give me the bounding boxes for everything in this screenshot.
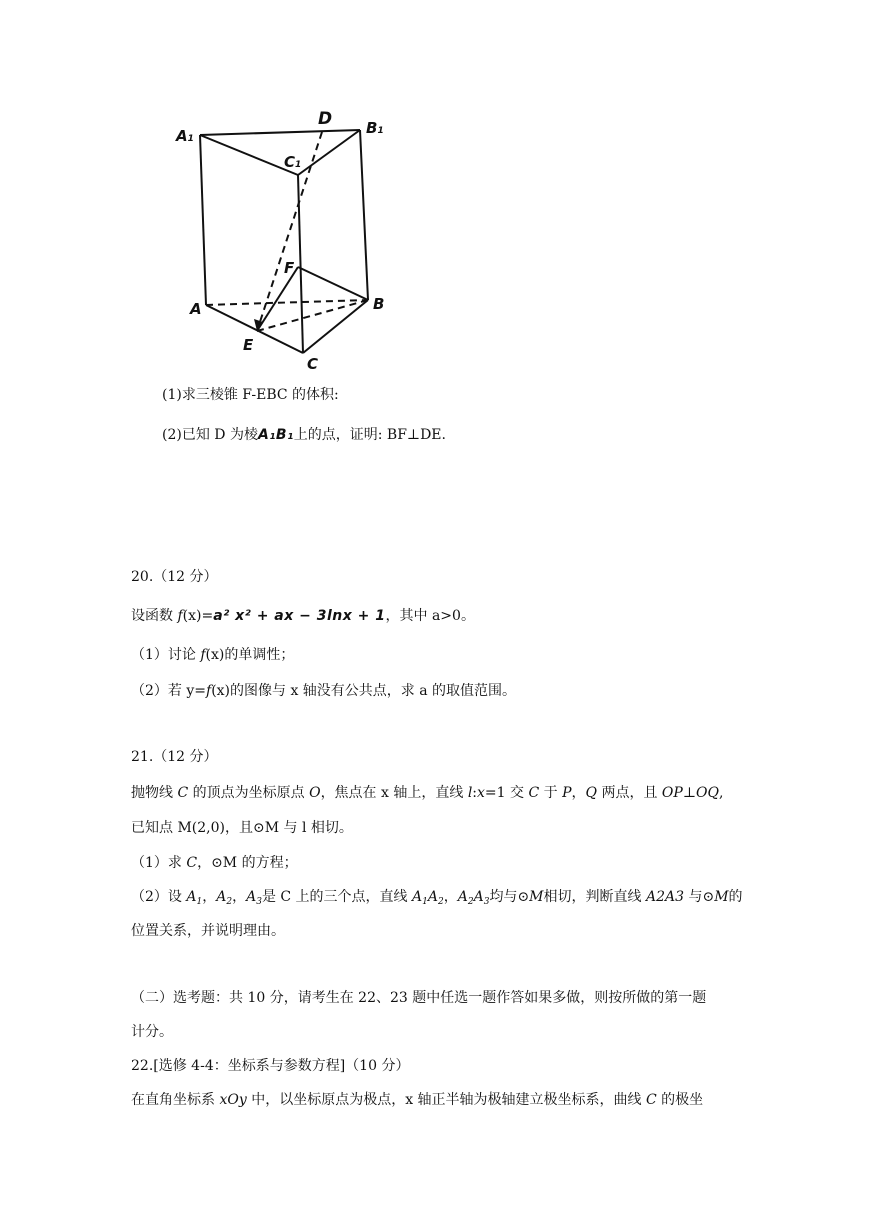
q21-p1-b: ，⊙M 的方程； xyxy=(197,855,298,871)
q21-l1-f: 于 xyxy=(539,785,563,801)
q20-stmt-mid: (x)= xyxy=(182,608,214,624)
q21-p2-A2A3s2: 3 xyxy=(483,897,490,907)
q20-part2-f: f xyxy=(206,683,212,699)
q19-part2-math: A₁B₁ xyxy=(257,427,294,443)
q21-line1 xyxy=(131,783,723,803)
q21-header: 21.（12 分） xyxy=(131,749,218,765)
q21-part2-cont: 位置关系，并说明理由。 xyxy=(131,923,285,939)
q21-p1-a: （1）求 xyxy=(131,855,187,871)
q21-line2: 已知点 M(2,0)，且⊙M 与 l 相切。 xyxy=(131,820,353,836)
q22-header: 22.[选修 4-4：坐标系与参数方程]（10 分） xyxy=(131,1058,410,1074)
label-c: C xyxy=(307,355,319,373)
edge-b1c1 xyxy=(298,130,360,175)
q21-p2-i: 的 xyxy=(728,889,743,905)
q20-part1 xyxy=(131,645,294,665)
q20-formula: a² x² + ax − 3lnx + 1 xyxy=(213,608,386,624)
q21-l1-h: 两点，且 xyxy=(597,785,662,801)
edge-ac xyxy=(206,305,303,353)
q20-part2 xyxy=(131,681,516,701)
prism-diagram xyxy=(170,105,410,375)
q21-p2-A3: A xyxy=(246,889,257,905)
q21-l1-Q: Q xyxy=(585,785,597,801)
q21-p2-c: ， xyxy=(232,889,247,905)
q20-part1-a: （1）讨论 xyxy=(131,647,201,663)
q21-p2-A1A2: A xyxy=(412,889,423,905)
q21-p2-OM2: ⊙M xyxy=(702,889,729,905)
q20-statement xyxy=(131,606,475,626)
q21-l1-j: , xyxy=(718,785,724,801)
label-f: F xyxy=(284,259,295,277)
section2-line2: 计分。 xyxy=(131,1024,173,1040)
q21-p2-h: 与 xyxy=(684,889,703,905)
q21-l1-i: ⊥ xyxy=(682,785,696,801)
edge-cb xyxy=(303,300,368,353)
q21-p2-A3s: 3 xyxy=(256,897,262,907)
edge-a1a xyxy=(200,135,206,305)
q21-p2-g: 相切，判断直线 xyxy=(543,889,646,905)
label-a: A xyxy=(190,300,202,318)
edge-fb xyxy=(298,267,368,300)
q21-p2-A2A3b: A xyxy=(473,889,484,905)
q19-part1: (1)求三棱锥 F-EBC 的体积: xyxy=(162,387,339,403)
q21-l1-g: ， xyxy=(571,785,586,801)
q21-l1-e: =1 交 xyxy=(484,785,529,801)
q21-l1-c: ，焦点在 x 轴上，直线 xyxy=(320,785,468,801)
q20-stmt-suffix: ，其中 a>0。 xyxy=(385,608,475,624)
q21-l1-b: 的顶点为坐标原点 xyxy=(188,785,310,801)
q21-p2-b: ， xyxy=(202,889,217,905)
q21-l1-OP: OP xyxy=(661,785,683,801)
q21-p2-A1A2s1: 1 xyxy=(422,897,428,907)
q21-p2-A1A2b: A xyxy=(427,889,438,905)
prism-figure xyxy=(170,105,410,375)
section2-line1: （二）选考题：共 10 分，请考生在 22、23 题中任选一题作答如果多做，则按所做的第一题 xyxy=(131,990,707,1006)
q21-p2-A2A3: A xyxy=(457,889,468,905)
q21-p1-C: C xyxy=(186,855,198,871)
q21-p2-A1s: 1 xyxy=(196,897,203,907)
q21-l1-O: O xyxy=(309,785,321,801)
q21-p2-f: 均与 xyxy=(489,889,518,905)
label-b1: B1 xyxy=(366,119,384,137)
q21-l1-C: C xyxy=(177,785,189,801)
q21-p2-e: ， xyxy=(443,889,458,905)
q21-p2-OM: ⊙M xyxy=(517,889,544,905)
q22-l1-a: 在直角坐标系 xyxy=(131,1092,220,1108)
q21-p2-A2A3s1: 2 xyxy=(467,897,474,907)
label-b: B xyxy=(373,295,385,313)
q21-l1-C2: C xyxy=(528,785,540,801)
q21-l1-x: x xyxy=(477,785,485,801)
edge-b1b xyxy=(360,130,368,300)
q19-part2 xyxy=(162,425,446,445)
q20-header: 20.（12 分） xyxy=(131,569,218,585)
q21-l1-l: l xyxy=(467,785,473,801)
q21-l1-d: : xyxy=(472,785,478,801)
q21-p2-d: 是 C 上的三个点，直线 xyxy=(261,889,412,905)
label-d: D xyxy=(318,109,333,129)
edge-ab-hidden xyxy=(206,300,368,305)
q21-part1 xyxy=(131,853,298,873)
q22-line1 xyxy=(131,1090,703,1110)
q20-fx: f xyxy=(177,608,183,624)
q21-p2-A1A2s2: 2 xyxy=(437,897,444,907)
q21-l1-a: 抛物线 xyxy=(131,785,178,801)
q22-l1-c: 的极坐 xyxy=(656,1092,704,1108)
q20-part2-b: (x)的图像与 x 轴没有公共点，求 a 的取值范围。 xyxy=(211,683,517,699)
q20-part2-a: （2）若 y= xyxy=(131,683,206,699)
label-c1: C1 xyxy=(284,153,302,171)
q19-part2-prefix: (2)已知 D 为棱 xyxy=(162,427,258,443)
edge-a1b1 xyxy=(200,130,360,135)
q21-part2 xyxy=(131,887,743,912)
q21-l1-P: P xyxy=(562,785,572,801)
q20-part1-b: (x)的单调性； xyxy=(205,647,295,663)
label-e: E xyxy=(243,336,254,354)
q20-stmt-prefix: 设函数 xyxy=(131,608,178,624)
q22-l1-xOy: xOy xyxy=(219,1092,247,1108)
q21-p2-A2A3txt: A2A3 xyxy=(645,889,685,905)
q20-part1-f: f xyxy=(200,647,206,663)
q22-l1-b: 中，以坐标原点为极点，x 轴正半轴为极轴建立极坐标系，曲线 xyxy=(246,1092,646,1108)
q21-p2-a: （2）设 xyxy=(131,889,187,905)
q21-p2-A1: A xyxy=(186,889,197,905)
q21-p2-A2: A xyxy=(216,889,227,905)
q19-part2-suffix: 上的点，证明: BF⊥DE. xyxy=(293,427,446,443)
label-a1: A1 xyxy=(176,127,194,145)
q21-p2-A2s: 2 xyxy=(226,897,233,907)
q22-l1-C: C xyxy=(646,1092,657,1108)
q21-l1-OQ: OQ xyxy=(695,785,719,801)
